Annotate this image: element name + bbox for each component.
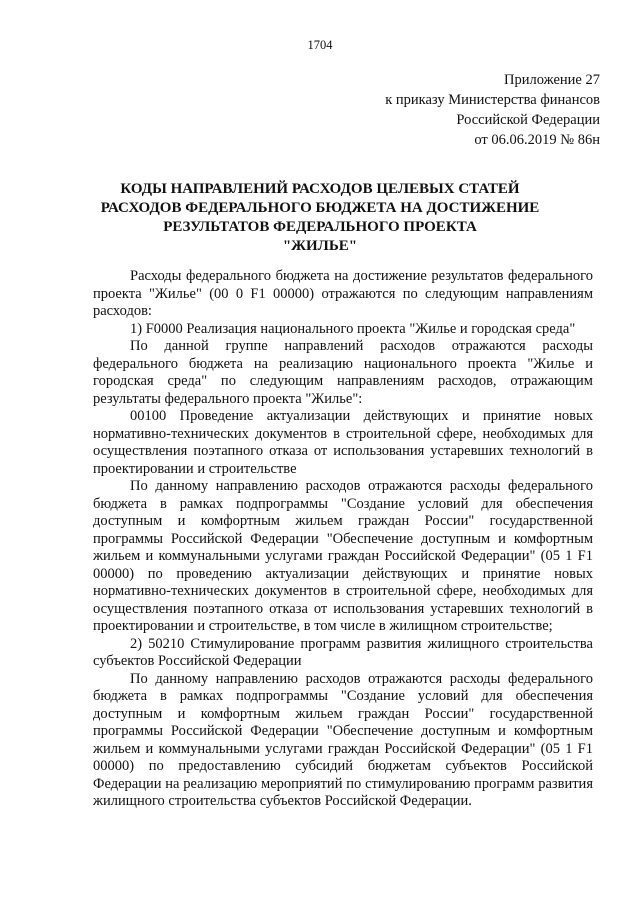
body-paragraph: 2) 50210 Стимулирование программ развития жилищного строительства субъектов Российской Федерации xyxy=(93,635,593,669)
document-body xyxy=(93,268,593,811)
page-number: 1704 xyxy=(307,38,333,52)
appendix-header xyxy=(385,70,600,150)
appendix-line: к приказу Министерства финансов xyxy=(385,92,600,108)
appendix-line: от 06.06.2019 № 86н xyxy=(474,132,600,148)
body-paragraph: 1) F0000 Реализация национального проекта "Жилье и городская среда" xyxy=(130,320,576,337)
title-line: РАСХОДОВ ФЕДЕРАЛЬНОГО БЮДЖЕТА НА ДОСТИЖЕНИЕ xyxy=(100,200,540,216)
title-line: "ЖИЛЬЕ" xyxy=(282,238,358,254)
body-paragraph: По данной группе направлений расходов отражаются расходы федерального бюджета на реализацию национального проекта "Жилье и городская среда" по следующим направлениям расходов, отражающим результаты федерального проекта "Жилье": xyxy=(93,338,593,407)
body-paragraph: 00100 Проведение актуализации действующих и принятие новых нормативно-технических документов в строительной сфере, необходимых для осуществления поэтапного отказа от использования устаревших технологий в проектировании и строительстве xyxy=(93,408,593,477)
title-line: РЕЗУЛЬТАТОВ ФЕДЕРАЛЬНОГО ПРОЕКТА xyxy=(163,219,477,235)
body-paragraph: По данному направлению расходов отражаются расходы федерального бюджета в рамках подпрограммы "Создание условий для обеспечения доступным и комфортным жильем граждан России" государственной программы Российской Федерации "Обеспечение доступным и комфортным жильем и коммунальными услугами граждан Российской Федерации" (05 1 F1 00000) по проведению актуализации действующих и принятие новых нормативно-технических документов в строительной сфере, необходимых для осуществления поэтапного отказа от использования устаревших технологий в проектировании и строительстве, в том числе в жилищном строительстве; xyxy=(93,478,593,634)
document-title xyxy=(0,180,640,256)
title-line: КОДЫ НАПРАВЛЕНИЙ РАСХОДОВ ЦЕЛЕВЫХ СТАТЕЙ xyxy=(120,181,520,197)
body-paragraph: Расходы федерального бюджета на достижение результатов федерального проекта "Жилье" (00 0 F1 00000) отражаются по следующим направлениям расходов: xyxy=(93,268,593,319)
body-paragraph: По данному направлению расходов отражаются расходы федерального бюджета в рамках подпрограммы "Создание условий для обеспечения доступным и комфортным жильем граждан России" государственной программы Российской Федерации "Обеспечение доступным и комфортным жильем и коммунальными услугами граждан Российской Федерации" (05 1 F1 00000) по предоставлению субсидий бюджетам субъектов Российской Федерации на реализацию мероприятий по стимулированию программ развития жилищного строительства субъектов Российской Федерации. xyxy=(93,670,593,809)
appendix-line: Российской Федерации xyxy=(456,112,600,128)
appendix-line: Приложение 27 xyxy=(504,72,600,88)
